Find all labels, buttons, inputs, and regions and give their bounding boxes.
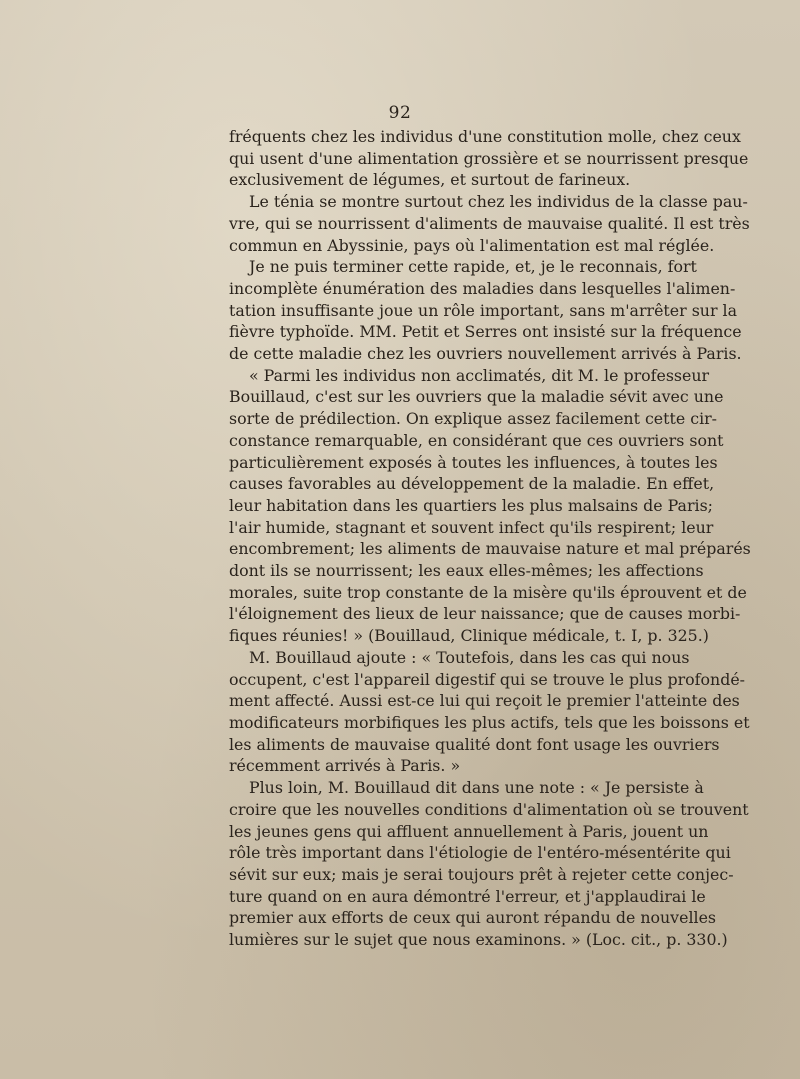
text-line: rôle très important dans l'étiologie de l'entéro-mésentérite qui bbox=[229, 843, 731, 863]
text-line: tation insuffisante joue un rôle important, sans m'arrêter sur la bbox=[229, 300, 738, 320]
text-line: Bouillaud, c'est sur les ouvriers que la maladie sévit avec une bbox=[229, 387, 724, 407]
text-line: fréquents chez les individus d'une constitution molle, chez ceux bbox=[229, 127, 741, 146]
text-line: modificateurs morbifiques les plus actifs, tels que les boissons et bbox=[229, 712, 750, 732]
text-line: ture quand on en aura démontré l'erreur, et j'applaudirai le bbox=[229, 886, 706, 906]
text-line: « Parmi les individus non acclimatés, dit M. le professeur bbox=[249, 365, 710, 385]
paragraph bbox=[229, 126, 749, 191]
text-line: exclusivement de légumes, et surtout de farineux. bbox=[229, 170, 631, 190]
text-line: récemment arrivés à Paris. » bbox=[229, 756, 461, 776]
text-line: l'éloignement des lieux de leur naissance; que de causes morbi- bbox=[229, 604, 741, 624]
text-line: sorte de prédilection. On explique assez facilement cette cir- bbox=[229, 409, 718, 429]
text-line: Plus loin, M. Bouillaud dit dans une note : « Je persiste à bbox=[249, 778, 704, 798]
text-line: fiques réunies! » (Bouillaud, Clinique médicale, t. I, p. 325.) bbox=[229, 626, 709, 646]
text-line: premier aux efforts de ceux qui auront répandu de nouvelles bbox=[229, 908, 717, 928]
paragraph bbox=[229, 191, 750, 256]
text-line: fièvre typhoïde. MM. Petit et Serres ont insisté sur la fréquence bbox=[229, 322, 742, 342]
text-line: qui usent d'une alimentation grossière et se nourrissent presque bbox=[229, 148, 749, 168]
paragraph bbox=[229, 365, 751, 647]
text-line: morales, suite trop constante de la misère qu'ils éprouvent et de bbox=[229, 582, 747, 602]
text-line: l'air humide, stagnant et souvent infect qu'ils respirent; leur bbox=[229, 517, 714, 537]
text-line: particulièrement exposés à toutes les influences, à toutes les bbox=[229, 452, 718, 472]
body-text bbox=[229, 126, 751, 951]
text-line: vre, qui se nourrissent d'aliments de mauvaise qualité. Il est très bbox=[229, 213, 750, 233]
text-line: Le ténia se montre surtout chez les individus de la classe pau- bbox=[249, 192, 748, 212]
page-number: 92 bbox=[388, 103, 412, 123]
paragraph bbox=[229, 256, 742, 365]
text-line: de cette maladie chez les ouvriers nouvellement arrivés à Paris. bbox=[229, 344, 742, 364]
text-line: constance remarquable, en considérant que ces ouvriers sont bbox=[229, 430, 724, 450]
text-line: dont ils se nourrissent; les eaux elles-mêmes; les affections bbox=[229, 561, 704, 581]
text-line: sévit sur eux; mais je serai toujours prêt à rejeter cette conjec- bbox=[229, 864, 734, 884]
text-line: les aliments de mauvaise qualité dont font usage les ouvriers bbox=[229, 734, 720, 754]
text-line: leur habitation dans les quartiers les plus malsains de Paris; bbox=[229, 495, 713, 515]
text-line: causes favorables au développement de la maladie. En effet, bbox=[229, 474, 715, 494]
text-line: les jeunes gens qui affluent annuellement à Paris, jouent un bbox=[229, 821, 709, 841]
text-line: commun en Abyssinie, pays où l'alimentation est mal réglée. bbox=[229, 235, 715, 255]
paragraph bbox=[229, 777, 749, 951]
text-line: lumières sur le sujet que nous examinons. » (Loc. cit., p. 330.) bbox=[229, 930, 728, 950]
text-line: ment affecté. Aussi est-ce lui qui reçoit le premier l'atteinte des bbox=[229, 691, 740, 711]
text-line: M. Bouillaud ajoute : « Toutefois, dans les cas qui nous bbox=[249, 647, 690, 667]
text-line: croire que les nouvelles conditions d'alimentation où se trouvent bbox=[229, 799, 749, 819]
text-line: encombrement; les aliments de mauvaise nature et mal préparés bbox=[229, 539, 751, 559]
text-line: incomplète énumération des maladies dans lesquelles l'alimen- bbox=[229, 278, 736, 298]
text-line: occupent, c'est l'appareil digestif qui se trouve le plus profondé- bbox=[229, 669, 746, 689]
text-line: Je ne puis terminer cette rapide, et, je le reconnais, fort bbox=[249, 257, 697, 277]
paragraph bbox=[229, 647, 750, 777]
